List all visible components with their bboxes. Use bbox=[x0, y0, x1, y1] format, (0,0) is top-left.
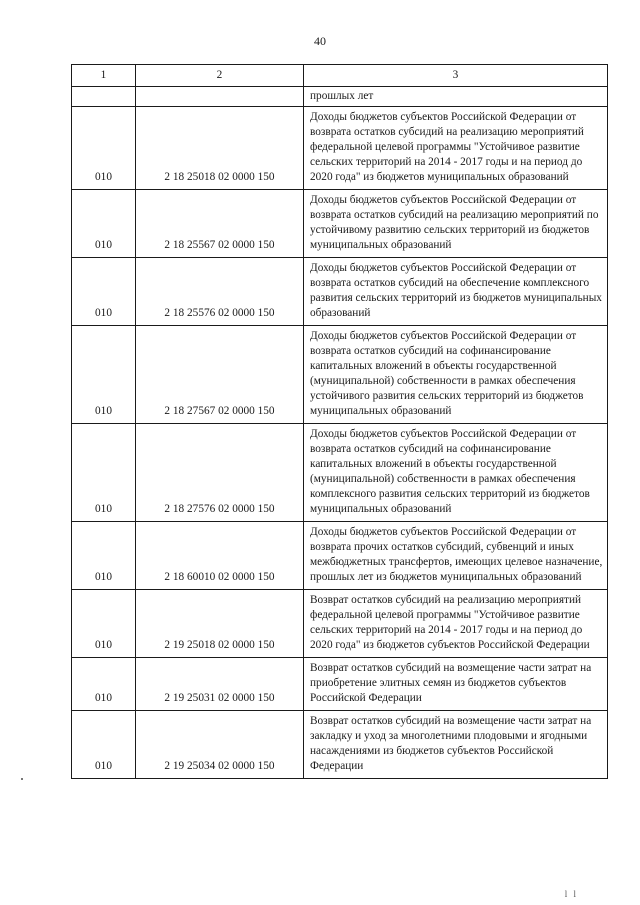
scan-speck bbox=[21, 778, 23, 780]
revenue-description: Доходы бюджетов субъектов Российской Федерации от возврата остатков субсидий на обеспечение комплексного развития сельских территорий из бюджетов муниципальных образований bbox=[304, 258, 608, 326]
budget-code: 2 18 60010 02 0000 150 bbox=[136, 522, 304, 590]
admin-code: 010 bbox=[72, 424, 136, 522]
admin-code: 010 bbox=[72, 107, 136, 190]
budget-code: 2 18 27567 02 0000 150 bbox=[136, 326, 304, 424]
table-row bbox=[72, 190, 608, 258]
table-row bbox=[72, 424, 608, 522]
budget-code: 2 19 25018 02 0000 150 bbox=[136, 590, 304, 658]
continuation-text: прошлых лет bbox=[304, 87, 608, 107]
budget-code: 2 18 25576 02 0000 150 bbox=[136, 258, 304, 326]
header-col-2: 2 bbox=[136, 65, 304, 87]
table-row bbox=[72, 590, 608, 658]
budget-code: 2 18 27576 02 0000 150 bbox=[136, 424, 304, 522]
table-header-row bbox=[72, 65, 608, 87]
header-col-3: 3 bbox=[304, 65, 608, 87]
admin-code: 010 bbox=[72, 590, 136, 658]
table-row bbox=[72, 258, 608, 326]
budget-code: 2 19 25034 02 0000 150 bbox=[136, 711, 304, 779]
revenue-description: Доходы бюджетов субъектов Российской Федерации от возврата остатков субсидий на софинансирование капитальных вложений в объекты государственной (муниципальной) собственности в рамках обеспечения комплексного развития сельских территорий из бюджетов муниципальных образований bbox=[304, 424, 608, 522]
header-col-1: 1 bbox=[72, 65, 136, 87]
admin-code: 010 bbox=[72, 326, 136, 424]
table-row bbox=[72, 522, 608, 590]
admin-code: 010 bbox=[72, 711, 136, 779]
admin-code: 010 bbox=[72, 258, 136, 326]
continuation-cell-1 bbox=[72, 87, 136, 107]
budget-code: 2 19 25031 02 0000 150 bbox=[136, 658, 304, 711]
continuation-row bbox=[72, 87, 608, 107]
table-row bbox=[72, 107, 608, 190]
table-row bbox=[72, 711, 608, 779]
admin-code: 010 bbox=[72, 190, 136, 258]
table-row bbox=[72, 658, 608, 711]
continuation-cell-2 bbox=[136, 87, 304, 107]
admin-code: 010 bbox=[72, 658, 136, 711]
revenue-description: Возврат остатков субсидий на возмещение части затрат на закладку и уход за многолетними плодовыми и ягодными насаждениями из бюджетов субъектов Российской Федерации bbox=[304, 711, 608, 779]
revenue-description: Доходы бюджетов субъектов Российской Федерации от возврата прочих остатков субсидий, субвенций и иных межбюджетных трансфертов, имеющих целевое назначение, прошлых лет из бюджетов муниципальных образований bbox=[304, 522, 608, 590]
corner-mark: l l bbox=[564, 889, 578, 899]
budget-code: 2 18 25567 02 0000 150 bbox=[136, 190, 304, 258]
admin-code: 010 bbox=[72, 522, 136, 590]
budget-code: 2 18 25018 02 0000 150 bbox=[136, 107, 304, 190]
revenue-description: Доходы бюджетов субъектов Российской Федерации от возврата остатков субсидий на реализацию мероприятий федеральной целевой программы "Устойчивое развитие сельских территорий на 2014 - 2017 годы и на период до 2020 года" из бюджетов муниципальных образований bbox=[304, 107, 608, 190]
page-number: 40 bbox=[314, 34, 326, 48]
revenue-description: Доходы бюджетов субъектов Российской Федерации от возврата остатков субсидий на реализацию мероприятий по устойчивому развитию сельских территорий из бюджетов муниципальных образований bbox=[304, 190, 608, 258]
revenue-description: Доходы бюджетов субъектов Российской Федерации от возврата остатков субсидий на софинансирование капитальных вложений в объекты государственной (муниципальной) собственности в рамках обеспечения устойчивого развития сельских территорий из бюджетов муниципальных образований bbox=[304, 326, 608, 424]
revenue-description: Возврат остатков субсидий на возмещение части затрат на приобретение элитных семян из бюджетов субъектов Российской Федерации bbox=[304, 658, 608, 711]
table-row bbox=[72, 326, 608, 424]
budget-revenue-table bbox=[71, 64, 608, 779]
revenue-description: Возврат остатков субсидий на реализацию мероприятий федеральной целевой программы "Устойчивое развитие сельских территорий на 2014 - 2017 годы и на период до 2020 года" из бюджетов субъектов Российской Федерации bbox=[304, 590, 608, 658]
